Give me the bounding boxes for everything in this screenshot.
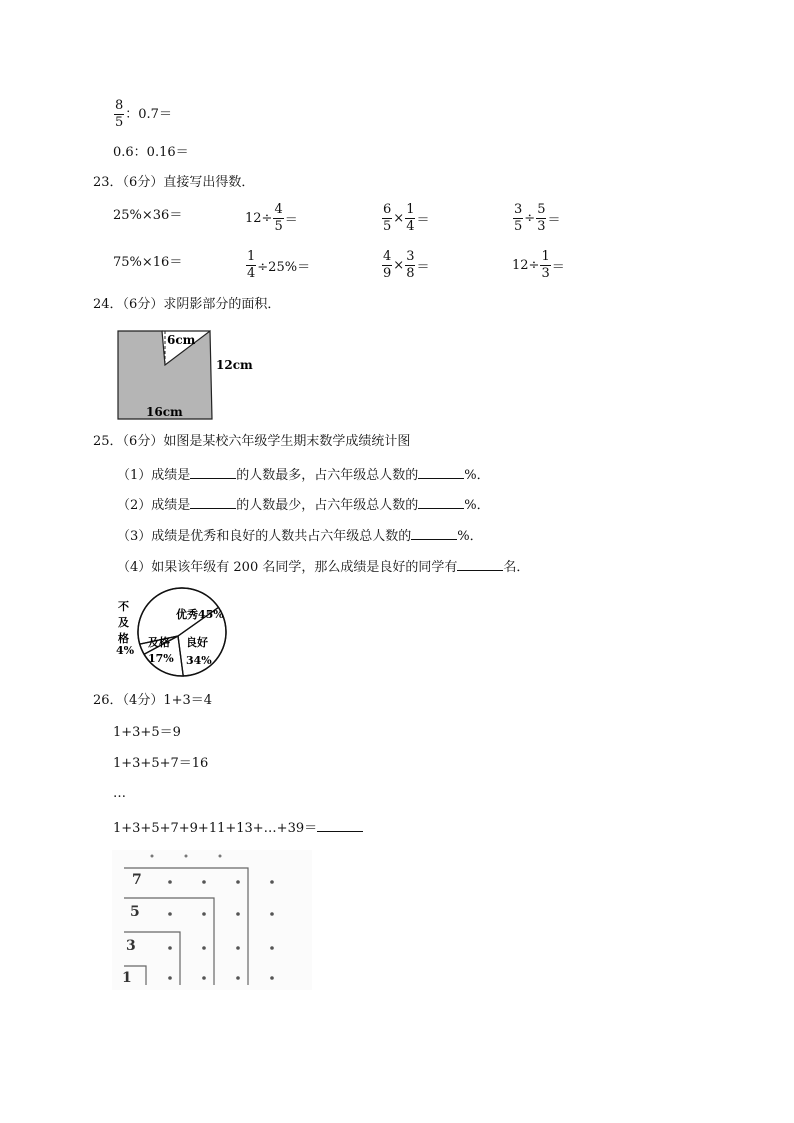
fraction-numerator: 3 (514, 202, 523, 217)
fraction (405, 250, 415, 281)
fraction-denominator: 5 (514, 219, 523, 234)
q25-sub3 (117, 527, 483, 545)
grid-dot (236, 946, 240, 950)
operator: × (393, 258, 405, 273)
fraction-numerator: 4 (274, 202, 283, 217)
q26-line-3: … (113, 786, 126, 801)
answer-blank[interactable] (457, 558, 503, 571)
fraction (536, 203, 546, 234)
q25-s3-text-a: （3）成绩是优秀和良好的人数共占六年级总人数的 (117, 529, 412, 544)
fraction-8-5 (114, 99, 124, 130)
grid-dot (185, 855, 188, 858)
operator: × (393, 211, 405, 226)
answer-blank[interactable] (418, 496, 464, 509)
q23-r1c2-pre: 12÷ (245, 211, 273, 226)
grid-dot (151, 855, 154, 858)
q25-s2-text-b: 的人数最少，占六年级总人数的 (236, 498, 419, 513)
grid-dot (202, 912, 206, 916)
q25-s4-text-b: 名． (503, 560, 530, 575)
ratio-line-1 (113, 99, 172, 130)
fraction (246, 250, 256, 281)
q25-s1-text-a: （1）成绩是 (117, 468, 191, 483)
grid-dot (168, 912, 172, 916)
equals: ＝ (547, 213, 561, 228)
fraction (405, 203, 415, 234)
pie-label-fail-pct: 4% (116, 644, 135, 657)
ratio-line-1-text: ：0.7＝ (125, 106, 172, 122)
grid-dot (219, 855, 222, 858)
fraction (513, 203, 523, 234)
q25-s1-text-c: %． (464, 468, 490, 483)
pie-label-good-name: 良好 (186, 636, 208, 649)
q23-r1c1: 25%×36＝ (113, 208, 183, 223)
fraction (540, 250, 550, 281)
grid-dot (168, 880, 172, 884)
q25-s2-text-a: （2）成绩是 (117, 498, 191, 513)
q23-r2c4 (512, 250, 565, 281)
fraction-numerator: 8 (115, 98, 124, 113)
q25-s4-text-a: （4）如果该年级有 200 名同学，那么成绩是良好的同学有 (117, 560, 458, 575)
q24-header: 24．（6分）求阴影部分的面积． (93, 297, 281, 312)
label-12cm: 12cm (216, 358, 253, 372)
pie-label-fail-2: 及 (118, 616, 129, 629)
q24-shaded-figure (110, 325, 270, 425)
fraction-denominator: 8 (406, 266, 415, 281)
grid-dot (202, 976, 206, 980)
q26-dot-pattern-figure (112, 850, 312, 990)
q23-r2c1: 75%×16＝ (113, 255, 183, 270)
grid-dot (168, 976, 172, 980)
equals: ＝ (551, 260, 565, 275)
q26-line-4-text: 1+3+5+7+9+11+13+…+39＝ (113, 821, 318, 836)
fraction-denominator: 5 (274, 219, 283, 234)
fraction-numerator: 1 (406, 202, 415, 217)
answer-blank[interactable] (190, 466, 236, 479)
fraction-denominator: 4 (406, 219, 415, 234)
answer-blank[interactable] (190, 496, 236, 509)
fraction-numerator: 4 (383, 249, 392, 264)
q23-r2c2-post: ÷25%＝ (257, 260, 311, 275)
q25-s3-text-b: %． (457, 529, 483, 544)
q23-header: 23．（6分）直接写出得数． (93, 175, 255, 190)
q23-r1c2-post: ＝ (284, 213, 298, 228)
q23-r1c3 (381, 203, 429, 234)
fraction-denominator: 3 (541, 266, 550, 281)
fraction-numerator: 5 (537, 202, 546, 217)
q25-sub1 (117, 466, 490, 484)
q25-sub2 (117, 496, 490, 514)
ratio-line-2: 0.6：0.16＝ (113, 145, 189, 160)
figure-number-1: 1 (122, 970, 132, 986)
q23-r2c2 (245, 250, 310, 281)
fraction-denominator: 3 (537, 219, 546, 234)
fraction-denominator: 5 (115, 115, 124, 130)
grid-dot (202, 880, 206, 884)
pie-label-fail-1: 不 (118, 600, 129, 613)
grid-dot (270, 912, 274, 916)
q23-r1c4 (512, 203, 560, 234)
pie-label-good-pct: 34% (186, 654, 212, 667)
q25-s2-text-c: %． (464, 498, 490, 513)
fraction (382, 250, 392, 281)
q25-s1-text-b: 的人数最多，占六年级总人数的 (236, 468, 419, 483)
grid-dot (236, 912, 240, 916)
operator: ÷ (524, 211, 536, 226)
q25-sub4 (117, 558, 529, 576)
fraction (382, 203, 392, 234)
q25-header: 25．（6分）如图是某校六年级学生期末数学成绩统计图 (93, 434, 411, 449)
figure-number-7: 7 (132, 872, 142, 888)
q25-pie-chart (110, 584, 235, 680)
equals: ＝ (416, 260, 430, 275)
q26-line-1: 1+3+5＝9 (113, 725, 181, 740)
grid-dot (168, 946, 172, 950)
pie-label-pass-pct: 17% (148, 652, 174, 665)
grid-dot (202, 946, 206, 950)
answer-blank[interactable] (317, 819, 363, 832)
figure-background (112, 850, 312, 990)
answer-blank[interactable] (411, 527, 457, 540)
q23-r1c2 (245, 203, 298, 234)
answer-blank[interactable] (418, 466, 464, 479)
fraction-denominator: 9 (383, 266, 392, 281)
fraction-denominator: 4 (247, 266, 256, 281)
q23-r2c4-pre: 12÷ (512, 258, 540, 273)
pie-label-fail-3: 格 (118, 632, 129, 645)
figure-number-5: 5 (130, 904, 140, 920)
fraction (273, 203, 283, 234)
equals: ＝ (416, 213, 430, 228)
q23-r2c3 (381, 250, 429, 281)
grid-dot (236, 976, 240, 980)
q26-line-2: 1+3+5+7＝16 (113, 756, 209, 771)
q26-header: 26．（4分）1+3＝4 (93, 693, 213, 708)
figure-number-3: 3 (126, 938, 136, 954)
q26-line-4 (113, 819, 363, 837)
fraction-numerator: 6 (383, 202, 392, 217)
fraction-numerator: 1 (247, 249, 256, 264)
grid-dot (236, 880, 240, 884)
grid-dot (270, 946, 274, 950)
fraction-numerator: 3 (406, 249, 415, 264)
fraction-denominator: 5 (383, 219, 392, 234)
label-16cm: 16cm (146, 405, 183, 419)
pie-label-excellent: 优秀45% (176, 608, 224, 621)
grid-dot (270, 976, 274, 980)
pie-label-pass-name: 及格 (148, 636, 170, 649)
grid-dot (270, 880, 274, 884)
fraction-numerator: 1 (541, 249, 550, 264)
label-6cm: 6cm (167, 333, 196, 347)
